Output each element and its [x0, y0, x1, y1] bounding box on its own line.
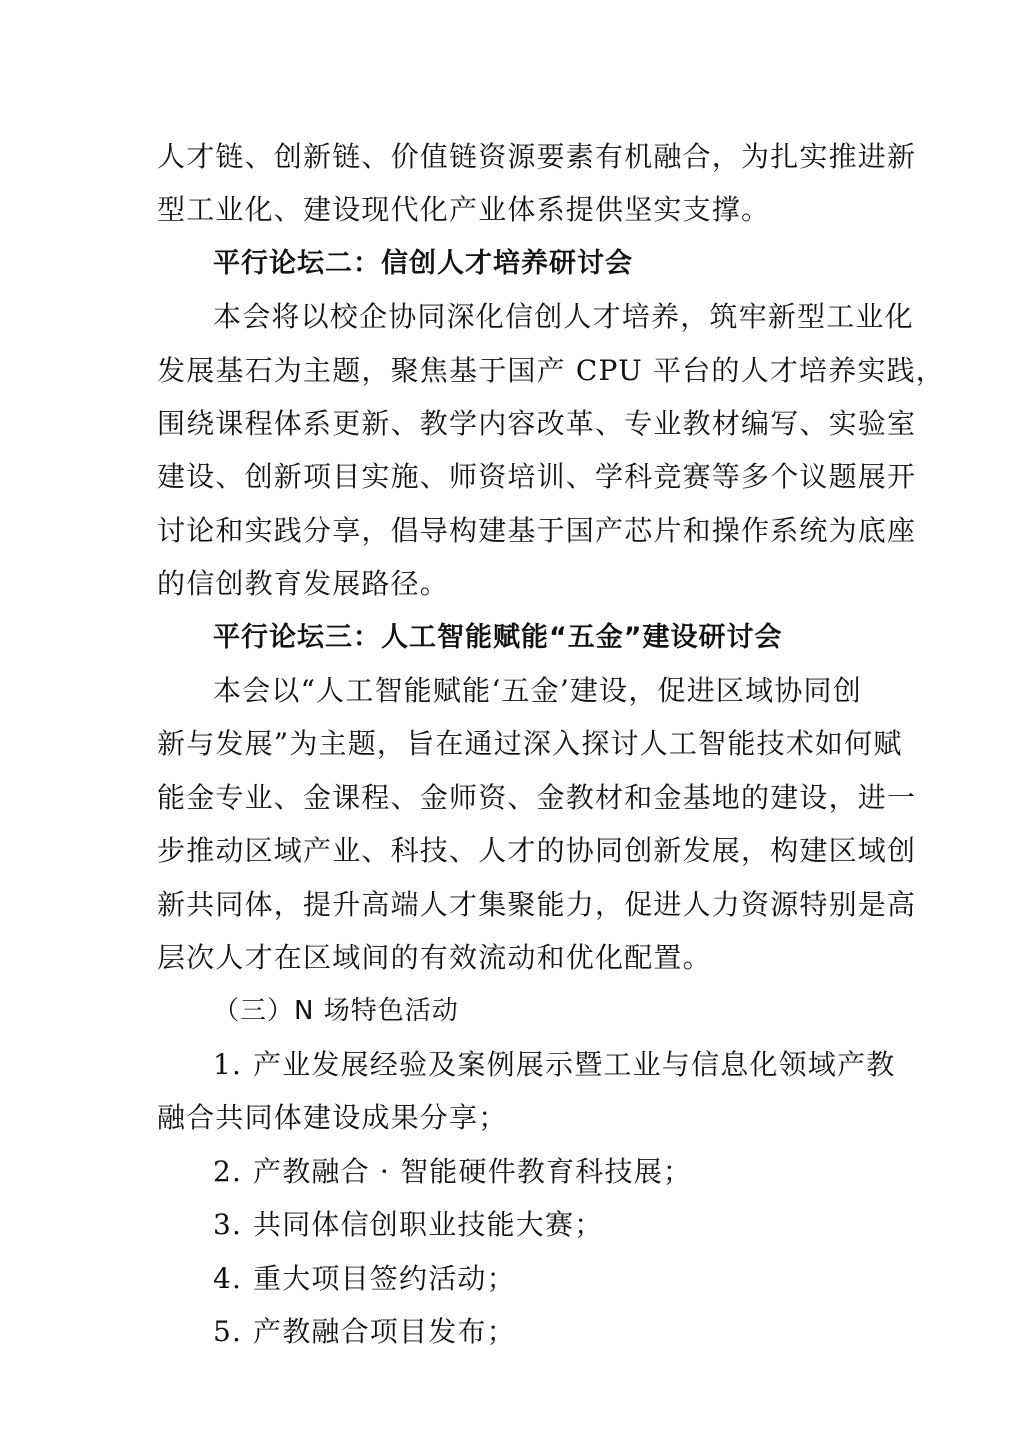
document-body	[157, 130, 945, 1358]
list-item	[157, 1038, 896, 1145]
list-item-number: 4.	[213, 1261, 243, 1295]
list-item-line	[157, 1252, 873, 1305]
list-item-line	[157, 1145, 873, 1198]
forum2-line: 讨论和实践分享，倡导构建基于国产芯片和操作系统为底座	[157, 513, 917, 547]
list-item	[157, 1198, 873, 1251]
forum2-line: 围绕课程体系更新、教学内容改革、专业教材编写、实验室	[157, 407, 917, 441]
forum3-line: 本会以“人工智能赋能‘五金’建设，促进区域协同创	[213, 674, 862, 708]
list-item-line: 融合共同体建设成果分享；	[157, 1101, 508, 1135]
list-item-text: 产教融合项目发布；	[253, 1314, 516, 1348]
forum2-line: 建设、创新项目实施、师资培训、学科竞赛等多个议题展开	[157, 460, 917, 494]
intro-paragraph	[157, 130, 917, 237]
forum3-line: 新与发展”为主题，旨在通过深入探讨人工智能技术如何赋	[157, 727, 903, 761]
list-item-number: 3.	[213, 1208, 243, 1242]
forum3-heading: 平行论坛三：人工智能赋能“五金”建设研讨会	[213, 621, 783, 653]
list-item-line	[157, 1305, 873, 1358]
list-item	[157, 1305, 873, 1358]
list-item-number: 1.	[213, 1047, 243, 1081]
forum3-paragraph	[157, 664, 917, 984]
list-item	[157, 1145, 873, 1198]
forum3-line: 新共同体，提升高端人才集聚能力，促进人力资源特别是高	[157, 887, 917, 921]
list-item-number: 2.	[213, 1154, 243, 1188]
forum3-line: 层次人才在区域间的有效流动和优化配置。	[157, 941, 712, 975]
forum2-paragraph	[157, 290, 945, 610]
list-item-text: 重大项目签约活动；	[253, 1261, 516, 1295]
list-item-line	[157, 1038, 896, 1091]
list-item	[157, 1252, 873, 1305]
forum3-line: 能金专业、金课程、金师资、金教材和金基地的建设，进一	[157, 780, 917, 814]
list-item-text: 产教融合 · 智能硬件教育科技展；	[253, 1154, 693, 1188]
activity-list	[157, 1038, 896, 1358]
forum2-line: 的信创教育发展路径。	[157, 567, 450, 601]
list-item-number: 5.	[213, 1314, 243, 1348]
list-item-text: 产业发展经验及案例展示暨工业与信息化领域产教	[253, 1047, 896, 1081]
forum2-heading: 平行论坛二：信创人才培养研讨会	[213, 247, 633, 279]
forum2-line: 本会将以校企协同深化信创人才培养，筑牢新型工业化	[213, 300, 914, 334]
forum3-line: 步推动区域产业、科技、人才的协同创新发展，构建区域创	[157, 834, 917, 868]
section3-heading: （三）N 场特色活动	[213, 995, 459, 1026]
intro-line: 型工业化、建设现代化产业体系提供坚实支撑。	[157, 193, 771, 227]
forum2-line: 发展基石为主题，聚焦基于国产 CPU 平台的人才培养实践，	[157, 353, 945, 387]
list-item-text: 共同体信创职业技能大赛；	[253, 1208, 604, 1242]
intro-line: 人才链、创新链、价值链资源要素有机融合，为扎实推进新	[157, 140, 917, 173]
list-item-line	[157, 1198, 873, 1251]
